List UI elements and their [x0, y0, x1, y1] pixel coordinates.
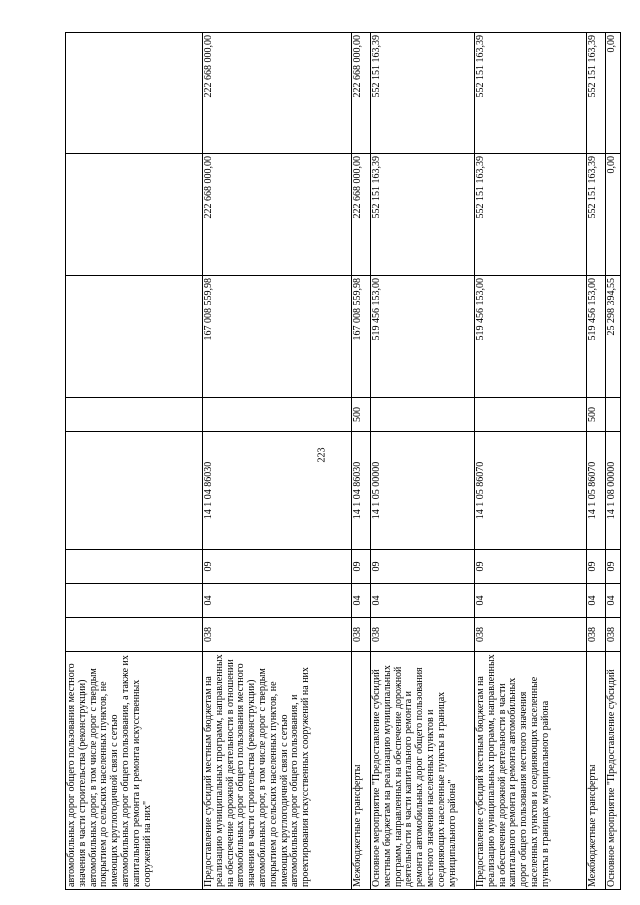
target-article-cell: 14 1 04 86030: [203, 432, 352, 550]
page-number: 223: [316, 447, 328, 463]
amount-cell: [66, 33, 203, 154]
row-name-cell: Основное мероприятие "Предоставление субсидий: [606, 652, 621, 890]
amount-cell: 222 668 000,00: [203, 33, 352, 154]
amount-cell: 222 668 000,00: [352, 33, 371, 154]
section-code-cell: 04: [203, 584, 352, 618]
target-article-cell: [66, 432, 203, 550]
section-code-cell: 04: [352, 584, 371, 618]
subsection-code-cell: 09: [203, 550, 352, 584]
section-code-cell: 04: [475, 584, 587, 618]
amount-cell: 552 151 163,39: [475, 154, 587, 276]
amount-cell: [66, 276, 203, 398]
table-row: [475, 33, 587, 890]
row-name-cell: Межбюджетные трансферты: [352, 652, 371, 890]
table-row: [587, 33, 606, 890]
amount-cell: 0,00: [606, 154, 621, 276]
budget-table-rotated: [65, 33, 617, 890]
target-article-cell: 14 1 04 86030: [352, 432, 371, 550]
table-row: [352, 33, 371, 890]
ministry-code-cell: 038: [475, 618, 587, 652]
expense-type-cell: [606, 398, 621, 432]
amount-cell: [66, 154, 203, 276]
expense-type-cell: [475, 398, 587, 432]
subsection-code-cell: 09: [475, 550, 587, 584]
subsection-code-cell: 09: [371, 550, 475, 584]
section-code-cell: 04: [587, 584, 606, 618]
subsection-code-cell: [66, 550, 203, 584]
subsection-code-cell: 09: [587, 550, 606, 584]
expense-type-cell: 500: [352, 398, 371, 432]
table-row: [606, 33, 621, 890]
amount-cell: 222 668 000,00: [352, 154, 371, 276]
row-name-cell: автомобильных дорог общего пользования местного значения в части строительства (реконструкции) автомобильных дорог, в том числе дорог с твердым покрытием до сельских населенных пунктов, не имеющих круглогодичной связи с сетью автомобильных дорог общего пользования, а также их капитального ремонта и ремонта искусственных сооружений на них": [66, 652, 203, 890]
expense-type-cell: [203, 398, 352, 432]
ministry-code-cell: 038: [352, 618, 371, 652]
amount-cell: 0,00: [606, 33, 621, 154]
ministry-code-cell: 038: [587, 618, 606, 652]
amount-cell: 222 668 000,00: [203, 154, 352, 276]
amount-cell: 519 456 153,00: [371, 276, 475, 398]
target-article-cell: 14 1 08 00000: [606, 432, 621, 550]
target-article-cell: 14 1 05 86070: [475, 432, 587, 550]
amount-cell: 552 151 163,39: [475, 33, 587, 154]
table-row: [371, 33, 475, 890]
budget-table: [65, 32, 621, 890]
row-name-cell: Межбюджетные трансферты: [587, 652, 606, 890]
amount-cell: 552 151 163,39: [371, 154, 475, 276]
row-name-cell: Предоставление субсидий местным бюджетам на реализацию муниципальных программ, направленных на обеспечение дорожной деятельности в части капитального ремонта и ремонта автомобильных дорог общего пользования местного значения населенных пунктов и соединяющих населенные пункты в границах муниципального района: [475, 652, 587, 890]
amount-cell: 519 456 153,00: [587, 276, 606, 398]
section-code-cell: 04: [606, 584, 621, 618]
amount-cell: 25 298 394,55: [606, 276, 621, 398]
ministry-code-cell: 038: [371, 618, 475, 652]
row-name-cell: Основное мероприятие "Предоставление субсидий местным бюджетам на реализацию муниципальных программ, направленных на обеспечение дорожной деятельности в части капитального ремонта и ремонта автомобильных дорог общего пользования местного значения населенных пунктов и соединяющих населенные пункты в границах муниципального района": [371, 652, 475, 890]
expense-type-cell: [371, 398, 475, 432]
ministry-code-cell: 038: [203, 618, 352, 652]
table-row: [203, 33, 352, 890]
ministry-code-cell: [66, 618, 203, 652]
amount-cell: 552 151 163,39: [587, 154, 606, 276]
row-name-cell: Предоставление субсидий местным бюджетам на реализацию муниципальных программ, направленных на обеспечение дорожной деятельности в отношении автомобильных дорог общего пользования местного значения в части строительства (реконструкции) автомобильных дорог, в том числе дорог с твердым покрытием до сельских населенных пунктов, не имеющих круглогодичной связи с сетью автомобильных дорог общего пользования, и проектирования искусственных сооружений на них: [203, 652, 352, 890]
amount-cell: 519 456 153,00: [475, 276, 587, 398]
target-article-cell: 14 1 05 86070: [587, 432, 606, 550]
ministry-code-cell: 038: [606, 618, 621, 652]
amount-cell: 552 151 163,39: [587, 33, 606, 154]
subsection-code-cell: 09: [352, 550, 371, 584]
target-article-cell: 14 1 05 00000: [371, 432, 475, 550]
table-row: [66, 33, 203, 890]
amount-cell: 552 151 163,39: [371, 33, 475, 154]
expense-type-cell: [66, 398, 203, 432]
subsection-code-cell: 09: [606, 550, 621, 584]
amount-cell: 167 008 559,98: [352, 276, 371, 398]
section-code-cell: 04: [371, 584, 475, 618]
section-code-cell: [66, 584, 203, 618]
expense-type-cell: 500: [587, 398, 606, 432]
amount-cell: 167 008 559,98: [203, 276, 352, 398]
